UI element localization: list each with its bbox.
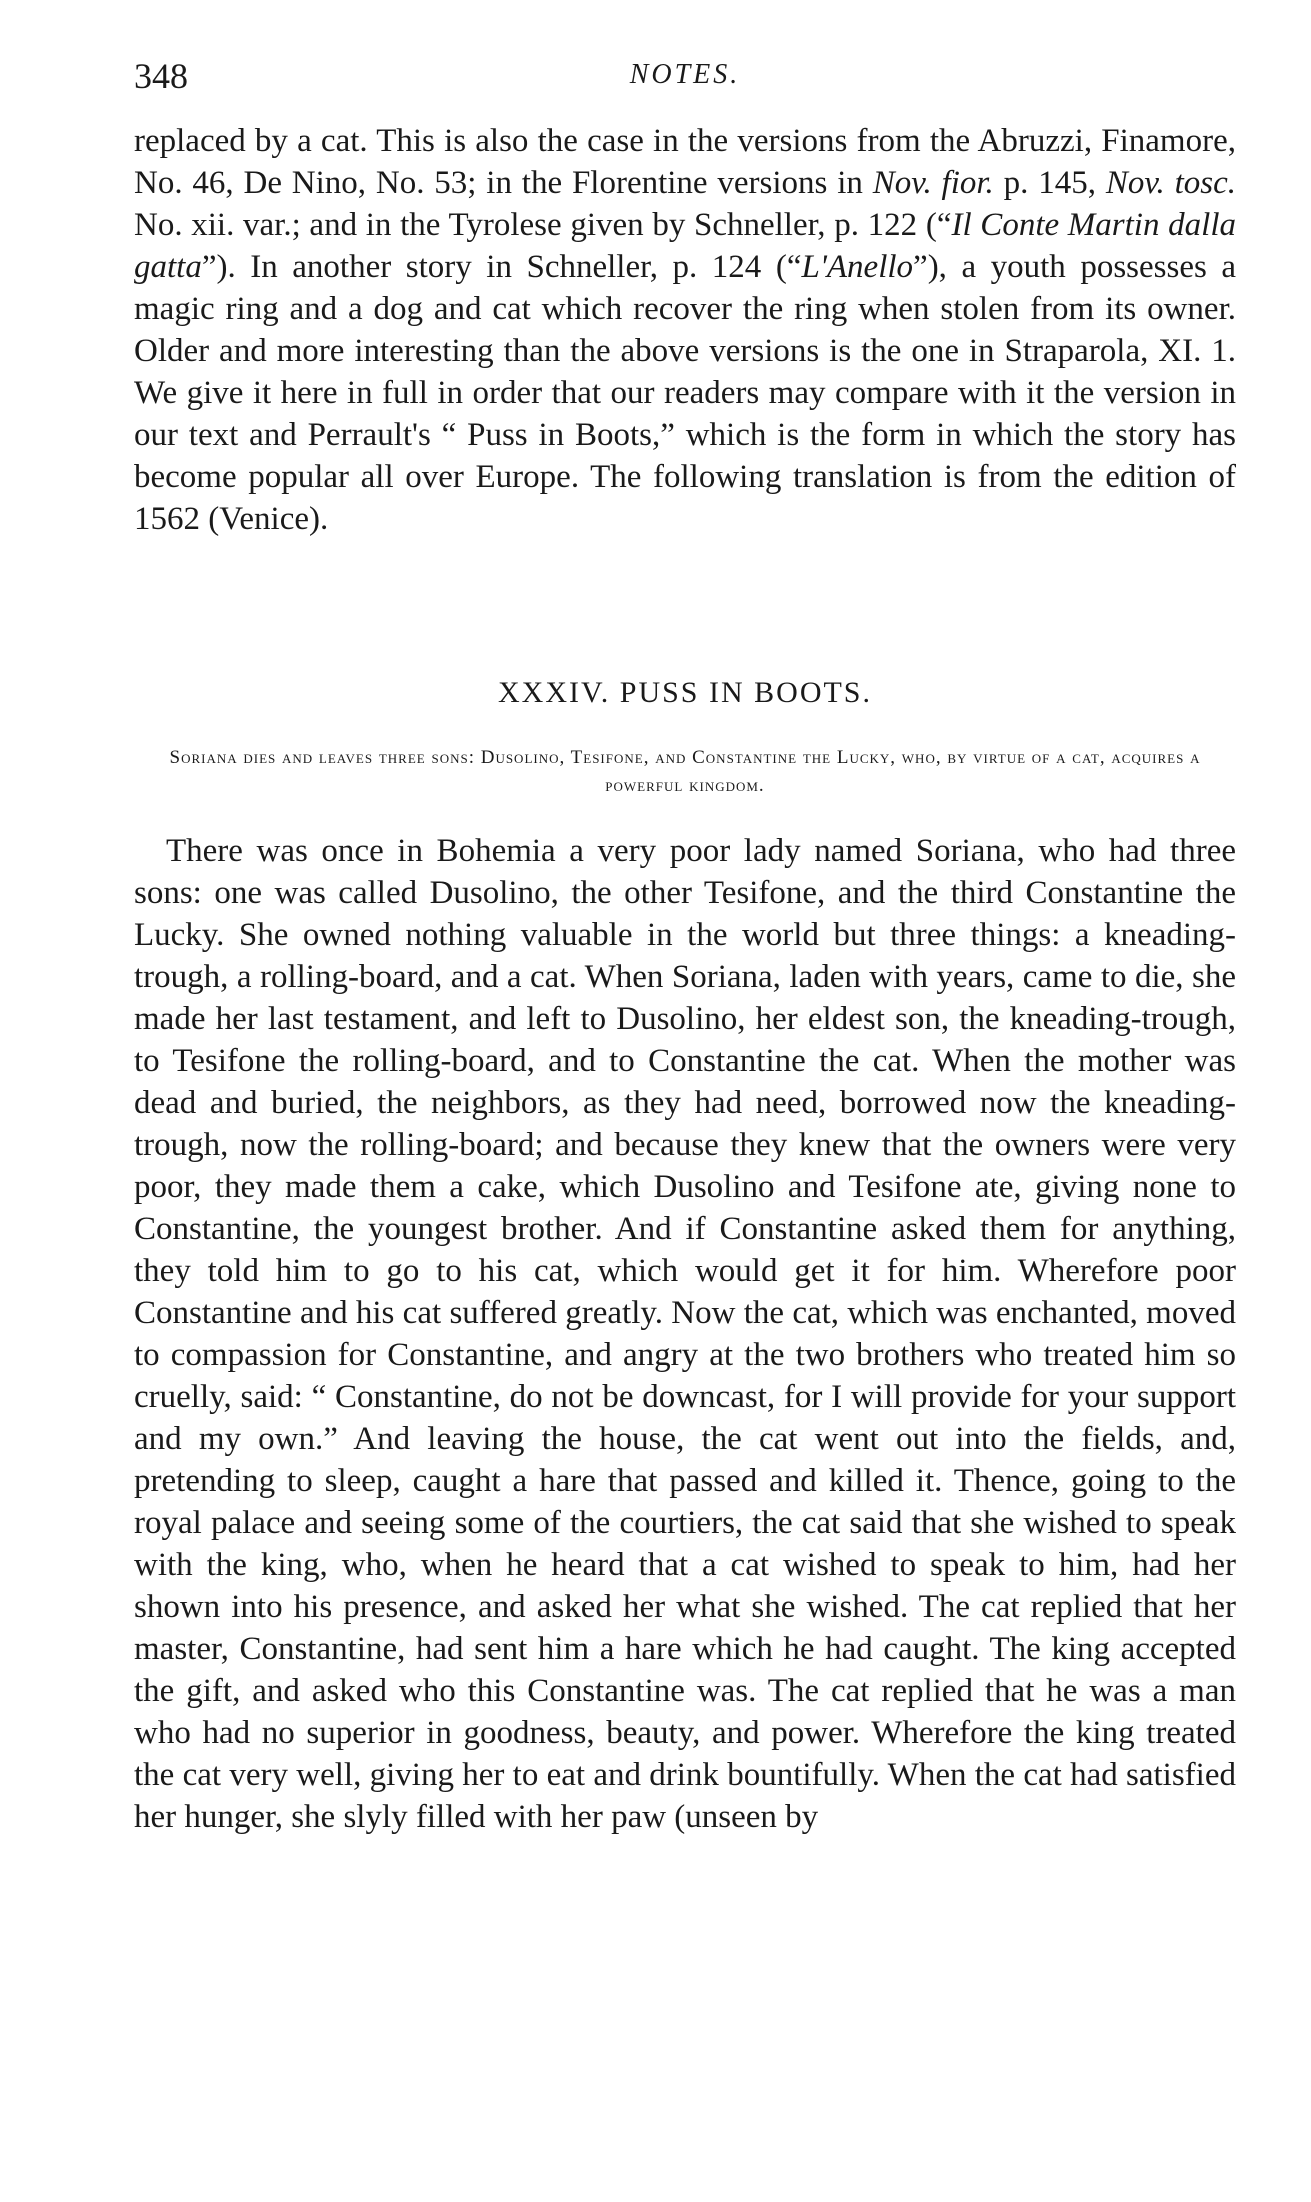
running-title: NOTES. xyxy=(629,59,741,90)
intro-note xyxy=(134,120,1236,540)
intro-paragraph xyxy=(134,120,1236,540)
chapter-heading: XXXIV. PUSS IN BOOTS. xyxy=(497,676,872,709)
story-body xyxy=(134,830,1236,1838)
citation-anello: L'Anello xyxy=(801,249,914,285)
intro-text: No. xii. var.; and in the Tyrolese given by Schneller, p. 122 (“ xyxy=(134,207,952,243)
chapter-summary: Soriana dies and leaves three sons: Dusolino, Tesifone, and Constantine the Lucky, who, by virtue of a cat, acquires a powerful kingdom. xyxy=(169,747,1201,796)
intro-text: ”). In another story in Schneller, p. 124 (“ xyxy=(201,249,802,285)
citation-conte-martin: Il Conte Martin dalla gatta xyxy=(134,207,1236,285)
page-number: 348 xyxy=(134,56,188,96)
citation-nov-tosc: Nov. tosc. xyxy=(1105,165,1237,201)
running-head xyxy=(134,55,1236,105)
citation-nov-fior: Nov. fior. xyxy=(872,165,994,201)
intro-text: p. 145, xyxy=(993,165,1106,201)
intro-text: ”), a youth possesses a magic ring and a dog and cat which recover the ring when stolen from its owner. Older and more interesting than the above versions is the one in Straparola, XI. 1. We give it here in full in order that our readers may compare with it the version in our text and Perrault's “ Puss in Boots,” which is the form in which the story has become popular all over Europe. The following translation is from the edition of 1562 (Venice). xyxy=(134,249,1236,537)
intro-text: replaced by a cat. This is also the case in the versions from the Abruzzi, Finamore, No. 46, De Nino, No. 53; in the Florentine versions in xyxy=(134,123,1236,201)
story-paragraph: There was once in Bohemia a very poor lady named Soriana, who had three sons: one was called Dusolino, the other Tesifone, and the third Constantine the Lucky. She owned nothing valuable in the world but three things: a kneading-trough, a rolling-board, and a cat. When Soriana, laden with years, came to die, she made her last testament, and left to Dusolino, her eldest son, the kneading-trough, to Tesifone the rolling-board, and to Constantine the cat. When the mother was dead and buried, the neighbors, as they had need, borrowed now the kneading-trough, now the rolling-board; and because they knew that the owners were very poor, they made them a cake, which Dusolino and Tesifone ate, giving none to Constantine, the youngest brother. And if Constantine asked them for anything, they told him to go to his cat, which would get it for him. Wherefore poor Constantine and his cat suffered greatly. Now the cat, which was enchanted, moved to compassion for Constantine, and angry at the two brothers who treated him so cruelly, said: “ Constantine, do not be downcast, for I will provide for your support and my own.” And leaving the house, the cat went out into the fields, and, pretending to sleep, caught a hare that passed and killed it. Thence, going to the royal palace and seeing some of the courtiers, the cat said that she wished to speak with the king, who, when he heard that a cat wished to speak to him, had her shown into his presence, and asked her what she wished. The cat replied that her master, Constantine, had sent him a hare which he had caught. The king accepted the gift, and asked who this Constantine was. The cat replied that he was a man who had no superior in goodness, beauty, and power. Wherefore the king treated the cat very well, giving her to eat and drink bountifully. When the cat had satisfied her hunger, she slyly filled with her paw (unseen by xyxy=(134,833,1236,1835)
